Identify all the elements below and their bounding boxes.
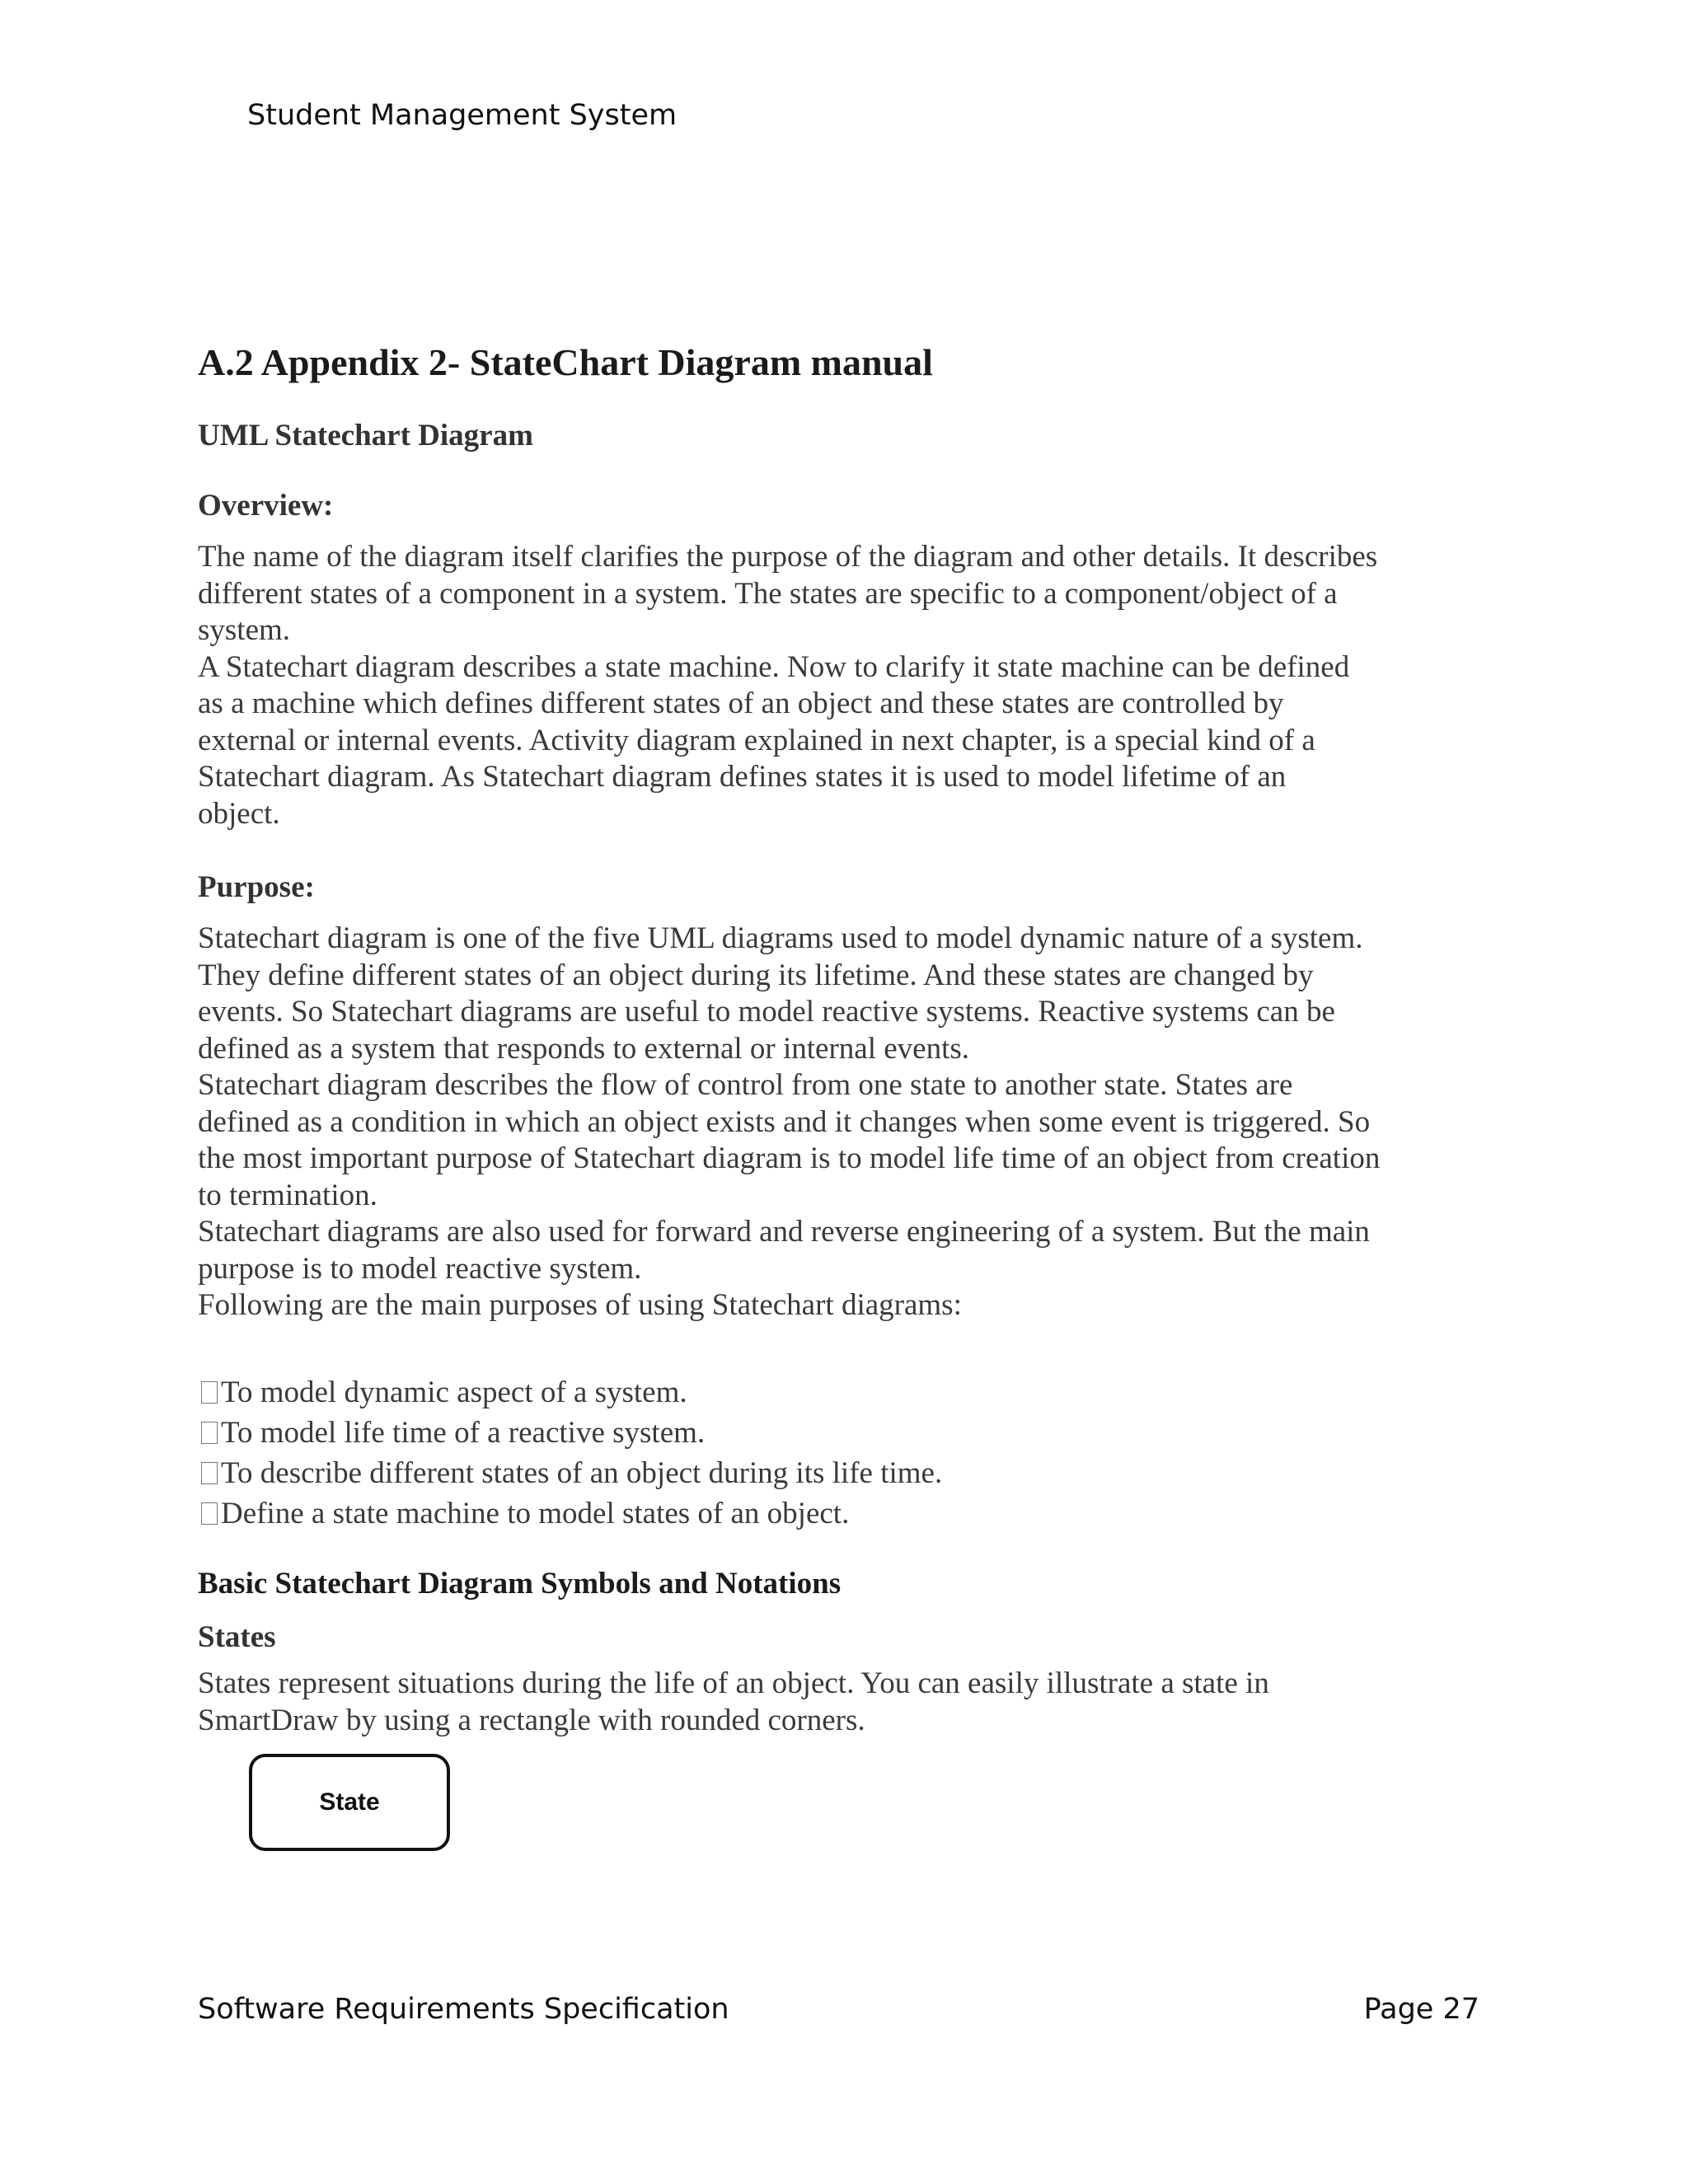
overview-line: system.	[198, 613, 291, 647]
list-item	[198, 1493, 942, 1534]
appendix-heading: A.2 Appendix 2- StateChart Diagram manual	[198, 341, 933, 383]
purpose-line: They define different states of an object during its lifetime. And these states are changed by	[198, 958, 1314, 992]
purpose-line: to termination.	[198, 1178, 377, 1212]
purpose-line: defined as a system that responds to external or internal events.	[198, 1031, 970, 1066]
bullet-text: To describe different states of an object during its life time.	[221, 1456, 943, 1490]
footer-page-number: Page 27	[1363, 1993, 1479, 2026]
state-symbol-label: State	[319, 1788, 380, 1816]
purpose-line: events. So Statechart diagrams are useful to model reactive systems. Reactive systems can be	[198, 995, 1335, 1029]
overview-line: Statechart diagram. As Statechart diagram defines states it is used to model lifetime of an	[198, 760, 1287, 794]
purpose-line: Statechart diagram is one of the five UML diagrams used to model dynamic nature of a system.	[198, 921, 1363, 955]
purpose-bullet-list	[198, 1372, 942, 1534]
purpose-line: Following are the main purposes of using Statechart diagrams:	[198, 1288, 962, 1322]
footer-document-title: Software Requirements Specification	[198, 1993, 729, 2026]
purpose-line: Statechart diagrams are also used for forward and reverse engineering of a system. But the main	[198, 1215, 1370, 1249]
bullet-text: Define a state machine to model states of an object.	[221, 1497, 850, 1530]
uml-statechart-heading: UML Statechart Diagram	[198, 419, 533, 452]
overview-line: object.	[198, 796, 280, 831]
overview-heading: Overview:	[198, 489, 334, 523]
list-item	[198, 1413, 942, 1453]
missing-glyph-bullet-icon	[201, 1462, 218, 1484]
states-line: SmartDraw by using a rectangle with rounded corners.	[198, 1703, 865, 1737]
overview-line: The name of the diagram itself clarifies the purpose of the diagram and other details. It describes	[198, 540, 1378, 574]
states-heading: States	[198, 1620, 276, 1654]
states-line: States represent situations during the life of an object. You can easily illustrate a state in	[198, 1666, 1269, 1700]
overview-line: A Statechart diagram describes a state machine. Now to clarify it state machine can be defined	[198, 649, 1350, 684]
purpose-line: the most important purpose of Statechart diagram is to model life time of an object from creation	[198, 1141, 1381, 1175]
overview-line: external or internal events. Activity diagram explained in next chapter, is a special kind of a	[198, 723, 1315, 757]
missing-glyph-bullet-icon	[201, 1422, 218, 1444]
list-item	[198, 1372, 942, 1413]
missing-glyph-bullet-icon	[201, 1381, 218, 1404]
bullet-text: To model dynamic aspect of a system.	[221, 1376, 687, 1409]
overview-line: different states of a component in a system. The states are specific to a component/object of a	[198, 576, 1338, 611]
purpose-heading: Purpose:	[198, 870, 315, 904]
purpose-line: defined as a condition in which an object exists and it changes when some event is triggered. So	[198, 1104, 1371, 1139]
list-item	[198, 1453, 942, 1493]
purpose-paragraph	[198, 921, 1500, 1324]
states-paragraph	[198, 1666, 1500, 1739]
state-symbol-diagram	[249, 1754, 450, 1851]
purpose-line: purpose is to model reactive system.	[198, 1251, 642, 1286]
bullet-text: To model life time of a reactive system.	[221, 1416, 706, 1450]
missing-glyph-bullet-icon	[201, 1502, 218, 1525]
overview-line: as a machine which defines different states of an object and these states are controlled by	[198, 687, 1284, 720]
overview-paragraph	[198, 539, 1500, 832]
purpose-line: Statechart diagram describes the flow of control from one state to another state. States are	[198, 1068, 1293, 1102]
symbols-notations-heading: Basic Statechart Diagram Symbols and Notations	[198, 1567, 842, 1601]
document-header-title: Student Management System	[247, 99, 678, 132]
